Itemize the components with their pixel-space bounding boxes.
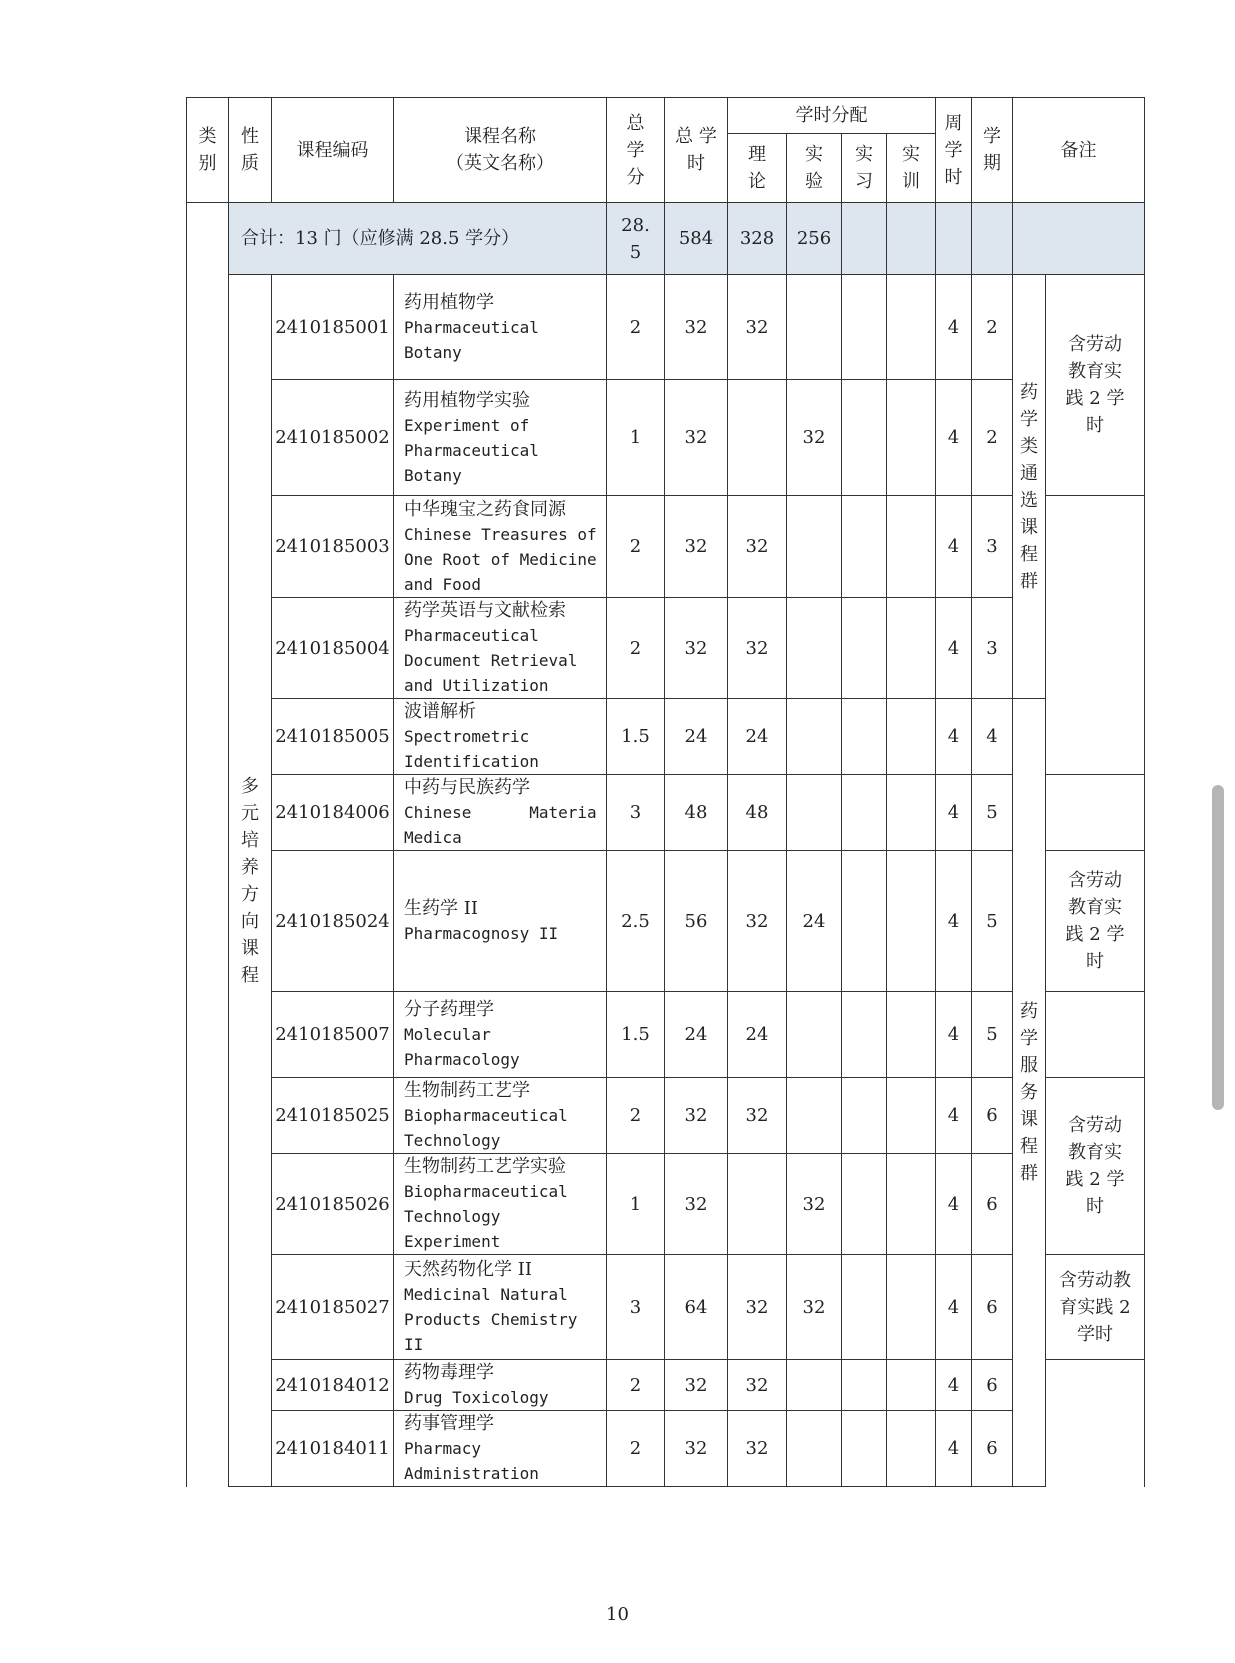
course-name: 药用植物学 Pharmaceutical Botany bbox=[394, 275, 607, 380]
course-weekly: 4 bbox=[936, 1078, 972, 1154]
table-row bbox=[187, 1360, 1145, 1411]
course-practice bbox=[842, 851, 887, 992]
course-exp bbox=[787, 699, 842, 775]
course-training bbox=[887, 496, 936, 598]
course-weekly: 4 bbox=[936, 775, 972, 851]
remark-empty bbox=[1046, 496, 1145, 775]
course-weekly: 4 bbox=[936, 380, 972, 496]
course-exp bbox=[787, 598, 842, 699]
header-credits: 总 学 分 bbox=[607, 98, 665, 203]
course-weekly: 4 bbox=[936, 851, 972, 992]
course-weekly: 4 bbox=[936, 1154, 972, 1255]
course-code: 2410185026 bbox=[272, 1154, 394, 1255]
course-name: 药用植物学实验 Experiment of Pharmaceutical Botany bbox=[394, 380, 607, 496]
header-category: 类 别 bbox=[187, 98, 229, 203]
course-practice bbox=[842, 380, 887, 496]
remark-labor: 含劳动 教育实 践 2 学 时 bbox=[1046, 275, 1145, 496]
course-total: 32 bbox=[665, 1154, 728, 1255]
course-practice bbox=[842, 496, 887, 598]
course-theory: 32 bbox=[728, 851, 787, 992]
course-theory: 48 bbox=[728, 775, 787, 851]
course-name: 生物制药工艺学 Biopharmaceutical Technology bbox=[394, 1078, 607, 1154]
course-total: 32 bbox=[665, 496, 728, 598]
course-practice bbox=[842, 775, 887, 851]
summary-semester bbox=[972, 203, 1013, 275]
course-credits: 1 bbox=[607, 380, 665, 496]
course-exp bbox=[787, 992, 842, 1078]
course-semester: 3 bbox=[972, 598, 1013, 699]
course-theory: 24 bbox=[728, 992, 787, 1078]
course-exp bbox=[787, 1360, 842, 1411]
course-code: 2410185004 bbox=[272, 598, 394, 699]
course-total: 32 bbox=[665, 1411, 728, 1487]
remark-labor: 含劳动教 育实践 2 学时 bbox=[1046, 1255, 1145, 1360]
course-semester: 2 bbox=[972, 275, 1013, 380]
table-row bbox=[187, 496, 1145, 598]
course-semester: 6 bbox=[972, 1078, 1013, 1154]
table-row bbox=[187, 699, 1145, 775]
course-name: 药物毒理学 Drug Toxicology bbox=[394, 1360, 607, 1411]
course-exp bbox=[787, 496, 842, 598]
course-credits: 1 bbox=[607, 1154, 665, 1255]
course-total: 32 bbox=[665, 380, 728, 496]
summary-practice bbox=[842, 203, 887, 275]
course-weekly: 4 bbox=[936, 496, 972, 598]
course-credits: 2 bbox=[607, 598, 665, 699]
course-name: 分子药理学 Molecular Pharmacology bbox=[394, 992, 607, 1078]
header-experiment: 实 验 bbox=[787, 134, 842, 203]
course-weekly: 4 bbox=[936, 1255, 972, 1360]
course-training bbox=[887, 851, 936, 992]
course-theory: 32 bbox=[728, 1360, 787, 1411]
course-credits: 3 bbox=[607, 775, 665, 851]
course-credits: 1.5 bbox=[607, 699, 665, 775]
course-semester: 5 bbox=[972, 992, 1013, 1078]
remark-labor: 含劳动 教育实 践 2 学 时 bbox=[1046, 1078, 1145, 1255]
course-total: 32 bbox=[665, 275, 728, 380]
summary-label: 合计：13 门（应修满 28.5 学分） bbox=[229, 203, 607, 275]
course-credits: 3 bbox=[607, 1255, 665, 1360]
course-credits: 2.5 bbox=[607, 851, 665, 992]
course-exp bbox=[787, 275, 842, 380]
course-exp: 32 bbox=[787, 380, 842, 496]
course-total: 32 bbox=[665, 1078, 728, 1154]
course-code: 2410185001 bbox=[272, 275, 394, 380]
course-semester: 6 bbox=[972, 1360, 1013, 1411]
header-theory: 理 论 bbox=[728, 134, 787, 203]
header-hours-distribution: 学时分配 bbox=[728, 98, 936, 134]
course-training bbox=[887, 992, 936, 1078]
course-exp bbox=[787, 1078, 842, 1154]
course-semester: 5 bbox=[972, 851, 1013, 992]
course-practice bbox=[842, 1360, 887, 1411]
course-semester: 2 bbox=[972, 380, 1013, 496]
course-training bbox=[887, 775, 936, 851]
header-weekly-hours: 周 学 时 bbox=[936, 98, 972, 203]
header-training: 实 训 bbox=[887, 134, 936, 203]
course-name: 波谱解析 Spectrometric Identification bbox=[394, 699, 607, 775]
course-practice bbox=[842, 275, 887, 380]
course-practice bbox=[842, 992, 887, 1078]
table-row bbox=[187, 1154, 1145, 1255]
summary-weekly bbox=[936, 203, 972, 275]
header-nature: 性 质 bbox=[229, 98, 272, 203]
course-theory: 32 bbox=[728, 1411, 787, 1487]
course-name: 中药与民族药学 Chinese Materia Medica bbox=[394, 775, 607, 851]
course-name: 中华瑰宝之药食同源 Chinese Treasures of One Root of Medicine and Food bbox=[394, 496, 607, 598]
summary-experiment: 256 bbox=[787, 203, 842, 275]
course-semester: 5 bbox=[972, 775, 1013, 851]
course-name: 生药学 II Pharmacognosy II bbox=[394, 851, 607, 992]
course-practice bbox=[842, 1154, 887, 1255]
remark-empty bbox=[1046, 1360, 1145, 1487]
course-theory: 32 bbox=[728, 1255, 787, 1360]
header-practice: 实 习 bbox=[842, 134, 887, 203]
table-row bbox=[187, 992, 1145, 1078]
course-code: 2410185002 bbox=[272, 380, 394, 496]
table-row bbox=[187, 380, 1145, 496]
course-credits: 2 bbox=[607, 1360, 665, 1411]
course-credits: 2 bbox=[607, 496, 665, 598]
table-row bbox=[187, 1411, 1145, 1487]
table-row bbox=[187, 275, 1145, 380]
course-weekly: 4 bbox=[936, 275, 972, 380]
course-training bbox=[887, 1360, 936, 1411]
course-weekly: 4 bbox=[936, 699, 972, 775]
course-total: 32 bbox=[665, 1360, 728, 1411]
course-theory: 32 bbox=[728, 275, 787, 380]
course-code: 2410185007 bbox=[272, 992, 394, 1078]
course-credits: 2 bbox=[607, 1078, 665, 1154]
course-total: 64 bbox=[665, 1255, 728, 1360]
header-semester: 学 期 bbox=[972, 98, 1013, 203]
course-theory bbox=[728, 1154, 787, 1255]
group-label-general: 药 学 类 通 选 课 程 群 bbox=[1013, 275, 1046, 699]
course-total: 56 bbox=[665, 851, 728, 992]
course-name: 天然药物化学 II Medicinal Natural Products Chemistry II bbox=[394, 1255, 607, 1360]
course-code: 2410184006 bbox=[272, 775, 394, 851]
course-practice bbox=[842, 699, 887, 775]
course-training bbox=[887, 380, 936, 496]
course-total: 48 bbox=[665, 775, 728, 851]
course-training bbox=[887, 1411, 936, 1487]
course-code: 2410184011 bbox=[272, 1411, 394, 1487]
header-total-hours: 总 学 时 bbox=[665, 98, 728, 203]
course-practice bbox=[842, 1078, 887, 1154]
course-credits: 1.5 bbox=[607, 992, 665, 1078]
course-practice bbox=[842, 1255, 887, 1360]
course-credits: 2 bbox=[607, 1411, 665, 1487]
course-weekly: 4 bbox=[936, 1411, 972, 1487]
header-remarks: 备注 bbox=[1013, 98, 1145, 203]
course-table bbox=[186, 97, 1145, 1487]
course-total: 24 bbox=[665, 699, 728, 775]
summary-credits: 28. 5 bbox=[607, 203, 665, 275]
course-credits: 2 bbox=[607, 275, 665, 380]
course-semester: 3 bbox=[972, 496, 1013, 598]
table-row bbox=[187, 851, 1145, 992]
summary-remarks bbox=[1013, 203, 1145, 275]
summary-total-hours: 584 bbox=[665, 203, 728, 275]
header-name: 课程名称 （英文名称） bbox=[394, 98, 607, 203]
course-theory: 24 bbox=[728, 699, 787, 775]
summary-training bbox=[887, 203, 936, 275]
course-training bbox=[887, 598, 936, 699]
course-code: 2410185005 bbox=[272, 699, 394, 775]
course-practice bbox=[842, 598, 887, 699]
course-weekly: 4 bbox=[936, 1360, 972, 1411]
table-row bbox=[187, 1255, 1145, 1360]
course-total: 32 bbox=[665, 598, 728, 699]
course-weekly: 4 bbox=[936, 992, 972, 1078]
course-name: 生物制药工艺学实验 Biopharmaceutical Technology Experiment bbox=[394, 1154, 607, 1255]
course-exp: 32 bbox=[787, 1154, 842, 1255]
course-code: 2410185003 bbox=[272, 496, 394, 598]
course-theory: 32 bbox=[728, 1078, 787, 1154]
course-training bbox=[887, 1255, 936, 1360]
course-theory bbox=[728, 380, 787, 496]
course-theory: 32 bbox=[728, 598, 787, 699]
course-training bbox=[887, 1154, 936, 1255]
course-exp: 32 bbox=[787, 1255, 842, 1360]
course-code: 2410185027 bbox=[272, 1255, 394, 1360]
course-code: 2410185024 bbox=[272, 851, 394, 992]
course-theory: 32 bbox=[728, 496, 787, 598]
scrollbar-thumb[interactable] bbox=[1212, 785, 1224, 1110]
course-exp bbox=[787, 1411, 842, 1487]
category-cell bbox=[187, 203, 229, 1487]
course-exp: 24 bbox=[787, 851, 842, 992]
course-semester: 6 bbox=[972, 1154, 1013, 1255]
course-training bbox=[887, 699, 936, 775]
summary-theory: 328 bbox=[728, 203, 787, 275]
course-weekly: 4 bbox=[936, 598, 972, 699]
course-training bbox=[887, 275, 936, 380]
remark-labor: 含劳动 教育实 践 2 学 时 bbox=[1046, 851, 1145, 992]
group-label-service: 药 学 服 务 课 程 群 bbox=[1013, 699, 1046, 1487]
summary-row bbox=[187, 203, 1145, 275]
course-semester: 6 bbox=[972, 1255, 1013, 1360]
page-number: 10 bbox=[606, 1604, 629, 1625]
course-code: 2410184012 bbox=[272, 1360, 394, 1411]
course-practice bbox=[842, 1411, 887, 1487]
remark-empty bbox=[1046, 992, 1145, 1078]
course-training bbox=[887, 1078, 936, 1154]
course-semester: 6 bbox=[972, 1411, 1013, 1487]
header-code: 课程编码 bbox=[272, 98, 394, 203]
course-total: 24 bbox=[665, 992, 728, 1078]
nature-cell: 多 元 培 养 方 向 课 程 bbox=[229, 275, 272, 1487]
table-row bbox=[187, 1078, 1145, 1154]
course-code: 2410185025 bbox=[272, 1078, 394, 1154]
table-row bbox=[187, 775, 1145, 851]
course-name: 药学英语与文献检索 Pharmaceutical Document Retrieval and Utilization bbox=[394, 598, 607, 699]
table-row bbox=[187, 598, 1145, 699]
course-semester: 4 bbox=[972, 699, 1013, 775]
course-name: 药事管理学 Pharmacy Administration bbox=[394, 1411, 607, 1487]
course-exp bbox=[787, 775, 842, 851]
